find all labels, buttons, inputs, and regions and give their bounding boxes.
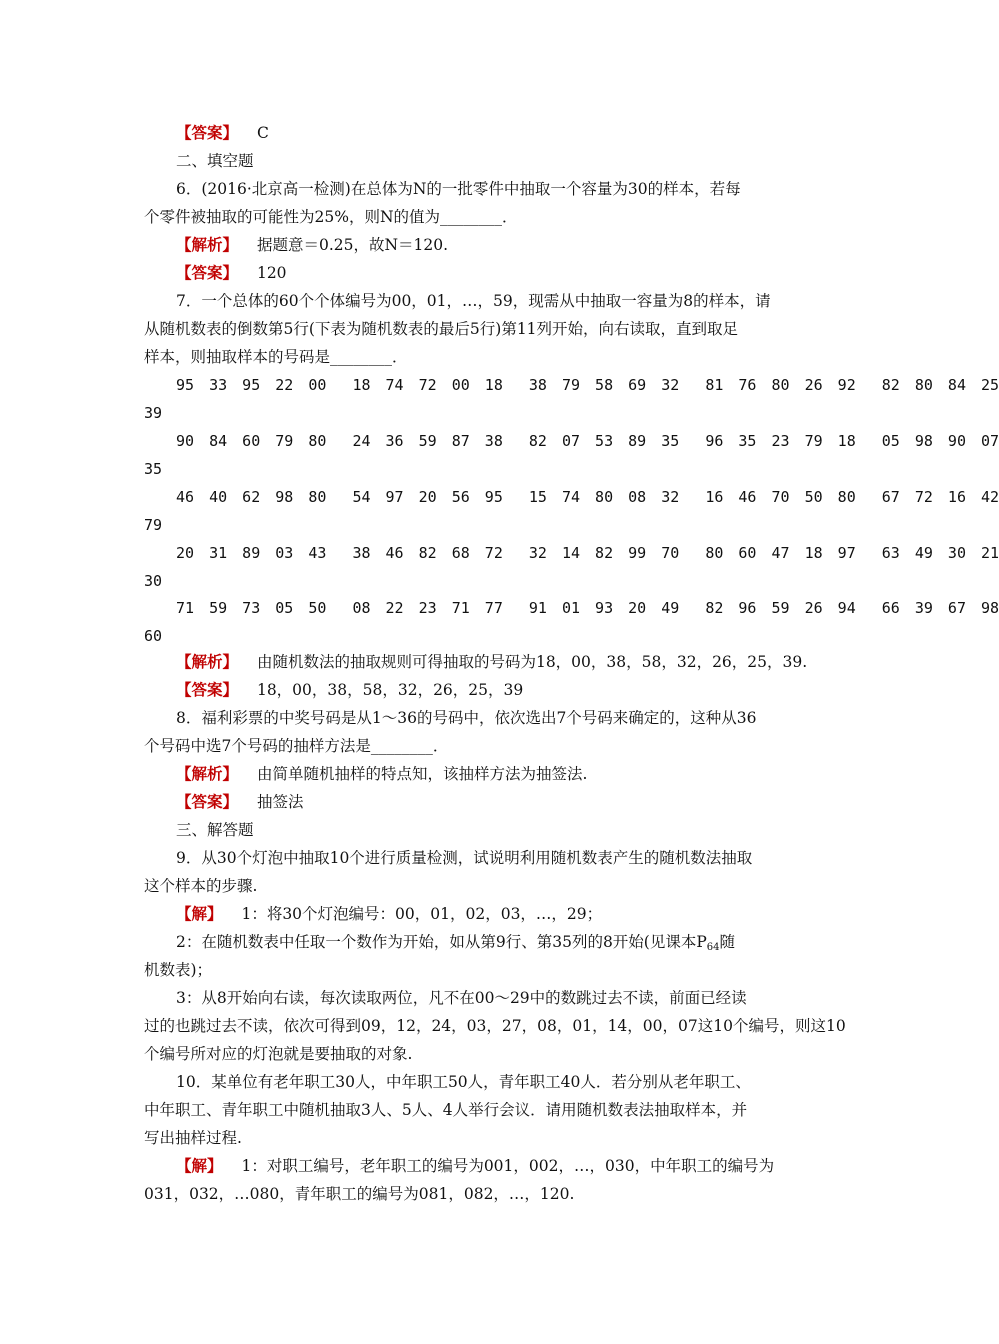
q7-analysis-line: [176, 652, 807, 672]
table-cell-group: 46 40 62 98 80: [176, 488, 327, 506]
table-cell-group: 82 96 59 26 94: [705, 599, 856, 617]
table-row: [176, 431, 999, 451]
table-cell-group: 20 31 89 03 43: [176, 544, 327, 562]
q10-step1-line2: 031，032，…080，青年职工的编号为081，082，…，120.: [144, 1185, 575, 1203]
table-row-tail: 35: [144, 460, 163, 478]
q7-stem-line1: 7．一个总体的60个个体编号为00，01，…，59，现需从中抽取一容量为8的样本，请: [176, 292, 771, 310]
q9-solution-step1: [176, 904, 602, 924]
q9-step3-line2: 过的也跳过去不读，依次可得到09，12，24，03，27，08，01，14，00，07这10个编号，则这10: [144, 1017, 846, 1035]
q8-stem-line1: 8．福利彩票的中奖号码是从1～36的号码中，依次选出7个号码来确定的，这种从36: [176, 709, 757, 727]
q7-analysis: 由随机数法的抽取规则可得抽取的号码为18，00，38，58，32，26，25，39.: [256, 653, 808, 671]
solution-tag: 【解】: [176, 1156, 223, 1175]
table-row: [176, 598, 999, 618]
table-cell-group: 16 46 70 50 80: [705, 488, 856, 506]
q7-answer-line: [176, 680, 523, 700]
q9-stem-line2: 这个样本的步骤.: [144, 877, 258, 895]
q8-stem-line2: 个号码中选7个号码的抽样方法是________．: [144, 737, 449, 755]
q10-step1: 1：对职工编号，老年职工的编号为001，002，…，030，中年职工的编号为: [241, 1157, 775, 1175]
q8-answer: 抽签法: [256, 793, 304, 811]
table-cell-group: 80 60 47 18 97: [705, 544, 856, 562]
q9-step2-line1: [176, 932, 735, 958]
answer-tag: 【答案】: [176, 263, 239, 282]
table-cell-group: 05 98 90 07: [881, 432, 999, 450]
table-cell-group: 08 22 23 71 77: [352, 599, 503, 617]
q9-step2-text-end: 随: [719, 933, 736, 951]
q6-answer-line: [176, 263, 287, 283]
solution-tag: 【解】: [176, 904, 223, 923]
table-cell-group: 18 74 72 00 18: [352, 376, 503, 394]
q9-step2-text: 2：在随机数表中任取一个数作为开始，如从第9行、第35列的8开始(见课本P: [176, 933, 707, 951]
table-cell-group: 91 01 93 20 49: [528, 599, 680, 617]
table-row-tail: 79: [144, 516, 163, 534]
table-cell-group: 38 79 58 69 32: [528, 376, 680, 394]
section-heading: 二、填空题: [176, 152, 254, 170]
q10-stem-line3: 写出抽样过程.: [144, 1129, 242, 1147]
table-cell-group: 82 80 84 25: [881, 376, 999, 394]
table-cell-group: 67 72 16 42: [881, 488, 999, 506]
analysis-tag: 【解析】: [176, 235, 239, 254]
q6-answer: 120: [256, 264, 287, 282]
table-cell-group: 63 49 30 21: [881, 544, 999, 562]
q7-answer: 18，00，38，58，32，26，25，39: [256, 681, 524, 699]
table-cell-group: 90 84 60 79 80: [176, 432, 327, 450]
table-cell-group: 71 59 73 05 50: [176, 599, 327, 617]
table-cell-group: 82 07 53 89 35: [528, 432, 680, 450]
table-row: [176, 375, 999, 395]
table-row: [176, 487, 999, 507]
answer-tag: 【答案】: [176, 680, 239, 699]
q9-step1: 1：将30个灯泡编号：00，01，02，03，…，29；: [241, 905, 603, 923]
q6-analysis-line: [176, 235, 448, 255]
table-row: [176, 543, 999, 563]
q5-answer-line: [176, 123, 269, 143]
q9-step3-line1: 3：从8开始向右读，每次读取两位，凡不在00～29中的数跳过去不读，前面已经读: [176, 989, 747, 1007]
q10-solution-step1: [176, 1156, 774, 1176]
q8-answer-line: [176, 792, 303, 812]
q6-stem-line2: 个零件被抽取的可能性为25%，则N的值为________．: [144, 208, 518, 226]
page-subscript: 64: [706, 942, 720, 953]
analysis-tag: 【解析】: [176, 764, 239, 783]
table-cell-group: 81 76 80 26 92: [705, 376, 856, 394]
q9-step2-line2: 机数表)；: [144, 961, 213, 979]
table-cell-group: 66 39 67 98: [881, 599, 999, 617]
q6-stem-line1: 6．(2016·北京高一检测)在总体为N的一批零件中抽取一个容量为30的样本，若每: [176, 180, 741, 198]
table-row-tail: 39: [144, 404, 163, 422]
table-row-tail: 60: [144, 627, 163, 645]
table-cell-group: 54 97 20 56 95: [352, 488, 503, 506]
answer-tag: 【答案】: [176, 792, 239, 811]
answer-tag: 【答案】: [176, 123, 239, 142]
table-cell-group: 15 74 80 08 32: [528, 488, 680, 506]
section-heading: 三、解答题: [176, 821, 254, 839]
q9-step3-line3: 个编号所对应的灯泡就是要抽取的对象.: [144, 1045, 413, 1063]
q6-analysis: 据题意＝0.25，故N＝120.: [256, 236, 449, 254]
table-cell-group: 24 36 59 87 38: [352, 432, 503, 450]
table-cell-group: 96 35 23 79 18: [705, 432, 856, 450]
table-cell-group: 95 33 95 22 00: [176, 376, 327, 394]
q10-stem-line2: 中年职工、青年职工中随机抽取3人、5人、4人举行会议．请用随机数表法抽取样本，并: [144, 1101, 748, 1119]
q8-analysis-line: [176, 764, 587, 784]
q8-analysis: 由简单随机抽样的特点知，该抽样方法为抽签法.: [256, 765, 588, 783]
q7-stem-line3: 样本，则抽取样本的号码是________．: [144, 348, 408, 366]
q5-answer: C: [256, 124, 269, 142]
q10-stem-line1: 10．某单位有老年职工30人，中年职工50人，青年职工40人．若分别从老年职工、: [176, 1073, 751, 1091]
table-cell-group: 38 46 82 68 72: [352, 544, 503, 562]
table-cell-group: 32 14 82 99 70: [528, 544, 680, 562]
q7-stem-line2: 从随机数表的倒数第5行(下表为随机数表的最后5行)第11列开始，向右读取，直到取足: [144, 320, 739, 338]
q9-stem-line1: 9．从30个灯泡中抽取10个进行质量检测，试说明利用随机数表产生的随机数法抽取: [176, 849, 753, 867]
table-row-tail: 30: [144, 572, 163, 590]
analysis-tag: 【解析】: [176, 652, 239, 671]
